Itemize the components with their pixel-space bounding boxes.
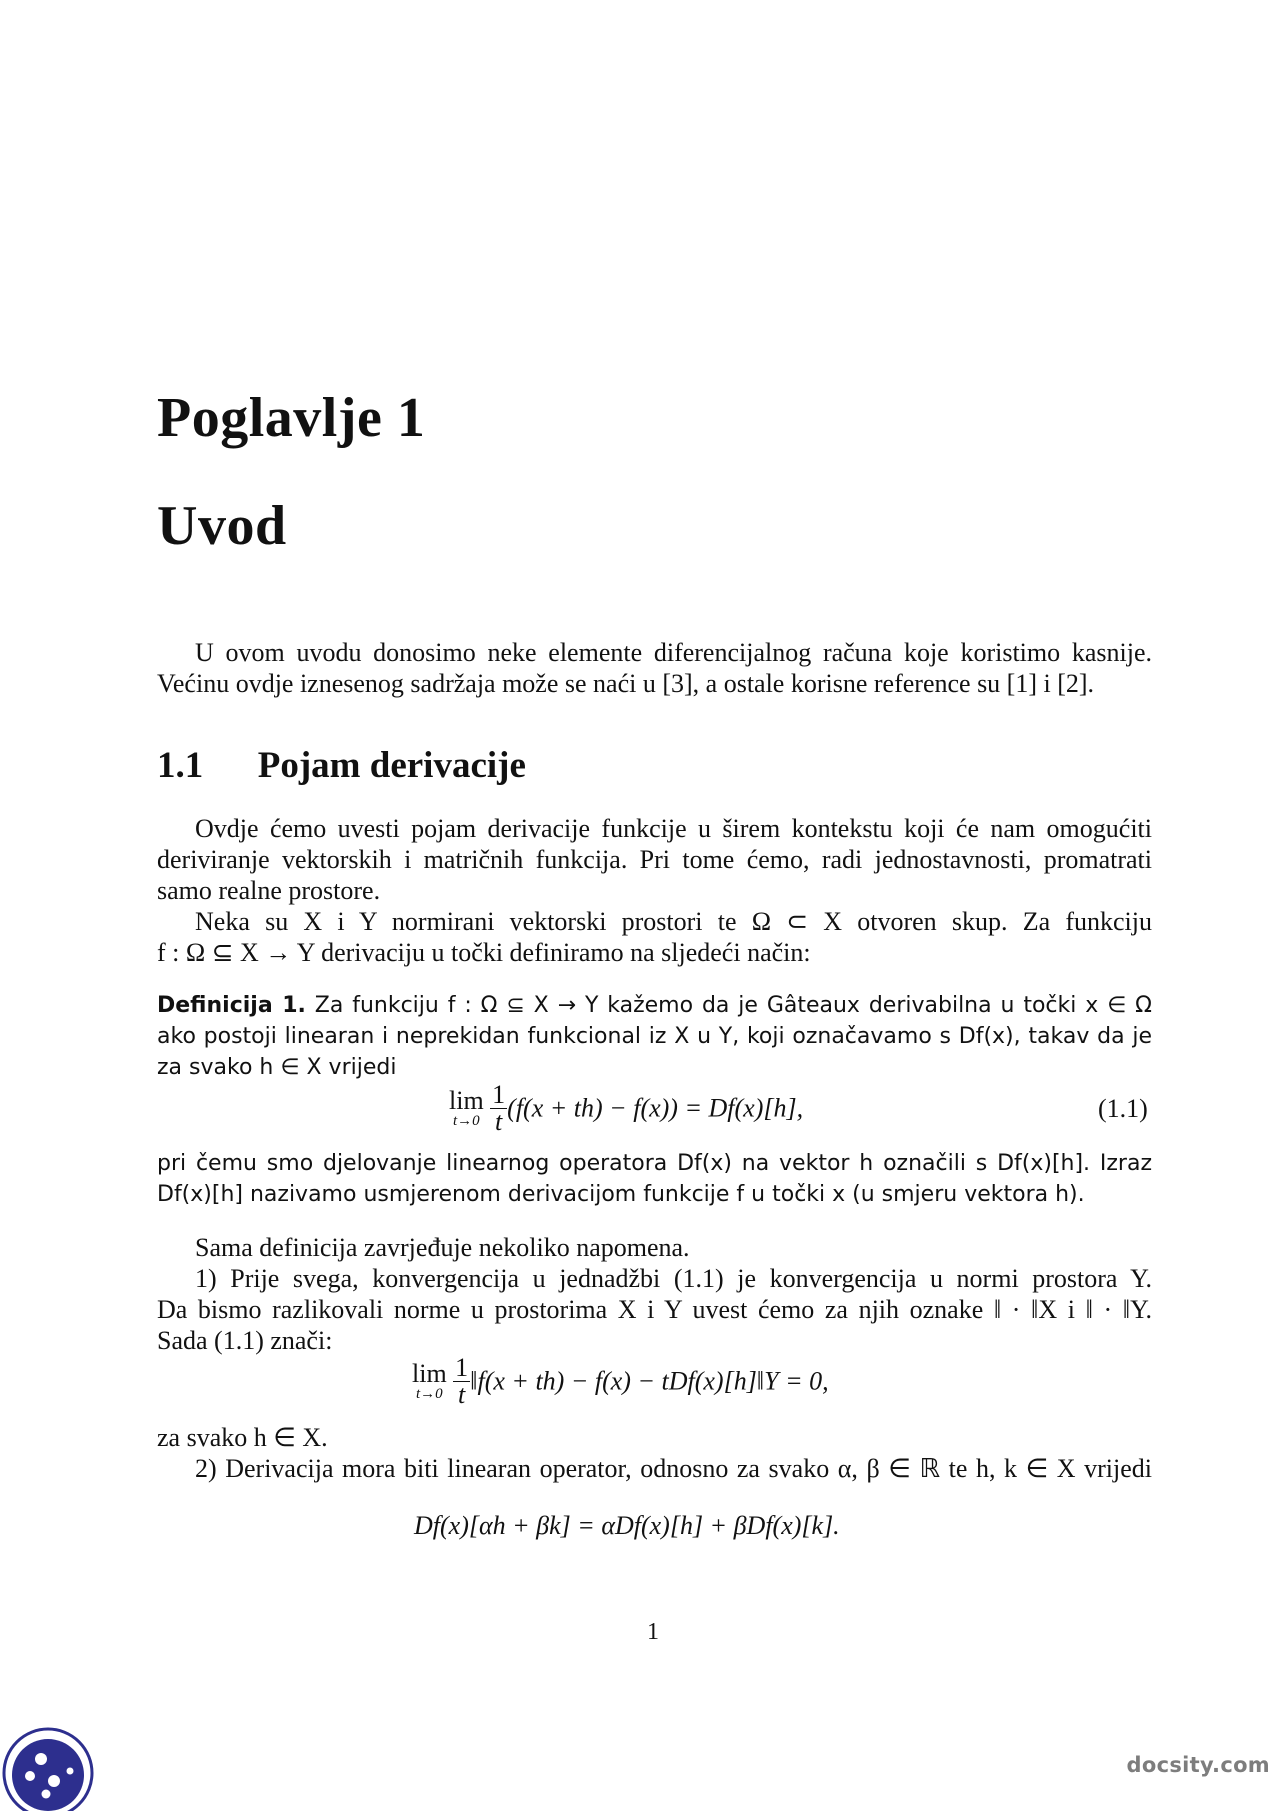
after-eq2-line-1: za svako h ∈ X. <box>157 1423 328 1452</box>
para1-line-2: deriviranje vektorskih i matričnih funkcija. Pri tome ćemo, radi jednostavnosti, promatrati <box>157 845 1152 874</box>
equation-2 <box>412 1355 829 1408</box>
section-number: 1.1 <box>157 745 204 786</box>
equation-number: (1.1) <box>1098 1094 1148 1123</box>
paragraph-1 <box>157 813 1152 906</box>
section-heading <box>157 744 526 787</box>
intro-line-2: Većinu ovdje iznesenog sadržaja može se naći u [3], a ostale korisne reference su [1] i [2]. <box>157 669 1095 698</box>
after-def-line-1: pri čemu smo djelovanje linearnog operatora Df(x) na vektor h označili s Df(x)[h]. Izraz <box>157 1151 1152 1176</box>
definition-line-2: ako postoji linearan i neprekidan funkcional iz X u Y, koji označavamo s Df(x), takav da je <box>157 1024 1152 1049</box>
after-def-line-2: Df(x)[h] nazivamo usmjerenom derivacijom funkcije f u točki x (u smjeru vektora h). <box>157 1182 1085 1207</box>
eq1-numerator: 1 <box>492 1080 506 1109</box>
para2-line-2: f : Ω ⊆ X → Y derivaciju u točki definiramo na sljedeći način: <box>157 938 811 967</box>
para1-line-3: samo realne prostore. <box>157 876 381 905</box>
section-title: Pojam derivacije <box>257 745 526 786</box>
eq2-fraction <box>453 1355 470 1408</box>
definition-label: Definicija 1. <box>157 993 306 1018</box>
remarks-line-3: Da bismo razlikovali norme u prostorima X i Y uvest ćemo za njih oznake ‖ · ‖X i ‖ · ‖Y. <box>157 1295 1152 1324</box>
chapter-label: Poglavlje 1 <box>157 387 426 449</box>
docsity-logo-icon[interactable] <box>0 1725 96 1811</box>
para1-line-1: Ovdje ćemo uvesti pojam derivacije funkcije u širem kontekstu koji će nam omogućiti <box>195 814 1152 843</box>
eq1-limit <box>449 1088 484 1129</box>
definition-line-3: za svako h ∈ X vrijedi <box>157 1055 397 1080</box>
after-eq2-paragraph <box>157 1422 1152 1484</box>
intro-line-1: U ovom uvodu donosimo neke elemente diferencijalnog računa koje koristimo kasnije. <box>195 638 1152 667</box>
eq2-numerator: 1 <box>455 1353 469 1382</box>
definition-line-1 <box>157 990 1152 1021</box>
eq1-body: (f(x + th) − f(x)) = Df(x)[h], <box>507 1093 804 1123</box>
after-definition <box>157 1148 1152 1210</box>
equation-1-1 <box>449 1082 803 1135</box>
eq2-denominator: t <box>458 1380 466 1409</box>
paragraph-2 <box>157 906 1152 968</box>
remarks-paragraph <box>157 1232 1152 1356</box>
docsity-watermark[interactable]: docsity.com <box>1126 1753 1270 1777</box>
definition-block <box>157 990 1152 1083</box>
after-eq2-line-2: 2) Derivacija mora biti linearan operator, odnosno za svako α, β ∈ ℝ te h, k ∈ X vrijedi <box>195 1454 1152 1483</box>
remarks-line-4: Sada (1.1) znači: <box>157 1326 333 1355</box>
para2-line-1: Neka su X i Y normirani vektorski prostori te Ω ⊂ X otvoren skup. Za funkciju <box>195 907 1152 936</box>
intro-paragraph <box>157 637 1152 699</box>
remarks-line-2: 1) Prije svega, konvergencija u jednadžbi (1.1) je konvergencija u normi prostora Y. <box>195 1264 1152 1293</box>
remarks-line-1: Sama definicija zavrjeđuje nekoliko napomena. <box>195 1233 690 1262</box>
equation-3: Df(x)[αh + βk] = αDf(x)[h] + βDf(x)[k]. <box>414 1511 840 1540</box>
chapter-title: Uvod <box>157 495 287 557</box>
eq2-limit <box>412 1361 447 1402</box>
eq1-denominator: t <box>495 1107 503 1136</box>
eq1-lim-text: lim <box>449 1086 484 1115</box>
eq2-lim-text: lim <box>412 1359 447 1388</box>
eq2-lim-sub: t→0 <box>416 1386 443 1402</box>
eq1-lim-sub: t→0 <box>453 1113 480 1129</box>
eq2-body: ‖f(x + th) − f(x) − tDf(x)[h]‖Y = 0, <box>470 1366 829 1396</box>
definition-text-1: Za funkciju f : Ω ⊆ X → Y kažemo da je Gâteaux derivabilna u točki x ∈ Ω <box>314 993 1152 1018</box>
page-number: 1 <box>647 1619 659 1645</box>
eq1-fraction <box>490 1082 507 1135</box>
